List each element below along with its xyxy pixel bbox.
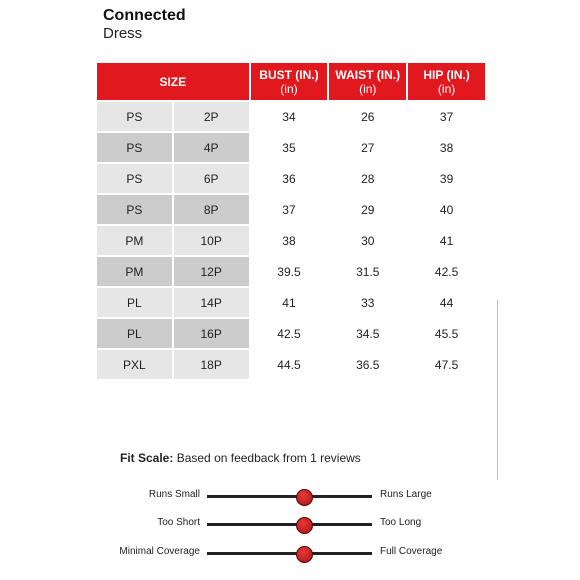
hip-cell: 40 <box>408 195 485 224</box>
bust-cell: 37 <box>251 195 328 224</box>
scale-left-label: Runs Small <box>148 489 200 500</box>
brand-name: Connected <box>103 7 186 24</box>
waist-cell: 30 <box>329 226 406 255</box>
size-cell: 14P <box>174 288 249 317</box>
table-row <box>97 319 485 348</box>
table-row <box>97 133 485 162</box>
scale-indicator-knob <box>296 546 313 563</box>
scale-indicator-knob <box>296 489 313 506</box>
waist-cell: 31.5 <box>329 257 406 286</box>
scale-left-label: Minimal Coverage <box>119 546 200 557</box>
size-group-cell: PM <box>97 226 172 255</box>
scale-right-label: Too Long <box>380 517 422 528</box>
hip-cell: 37 <box>408 102 485 131</box>
table-row <box>97 257 485 286</box>
divider <box>497 300 498 480</box>
scale-right-label: Full Coverage <box>380 546 443 557</box>
hip-cell: 38 <box>408 133 485 162</box>
scale-right-label: Runs Large <box>380 489 432 500</box>
fit-scale-row <box>0 514 580 534</box>
size-cell: 18P <box>174 350 249 379</box>
table-row <box>97 195 485 224</box>
size-group-cell: PS <box>97 102 172 131</box>
waist-cell: 29 <box>329 195 406 224</box>
bust-cell: 42.5 <box>251 319 328 348</box>
scale-left-label: Too Short <box>157 517 200 528</box>
hip-cell: 45.5 <box>408 319 485 348</box>
size-group-cell: PL <box>97 319 172 348</box>
size-cell: 2P <box>174 102 249 131</box>
size-cell: 10P <box>174 226 249 255</box>
size-chart-header-row <box>97 63 485 100</box>
waist-cell: 33 <box>329 288 406 317</box>
fit-scale-text: Based on feedback from 1 reviews <box>176 451 361 465</box>
product-title-block <box>103 7 186 42</box>
size-chart-table <box>95 61 487 381</box>
waist-cell: 26 <box>329 102 406 131</box>
table-row <box>97 226 485 255</box>
bust-header: BUST (IN.) (in) <box>251 63 328 100</box>
fit-scale-row <box>0 486 580 506</box>
hip-cell: 47.5 <box>408 350 485 379</box>
size-cell: 12P <box>174 257 249 286</box>
bust-cell: 44.5 <box>251 350 328 379</box>
bust-cell: 35 <box>251 133 328 162</box>
size-chart-body <box>97 102 485 379</box>
bust-cell: 39.5 <box>251 257 328 286</box>
size-group-cell: PXL <box>97 350 172 379</box>
waist-cell: 36.5 <box>329 350 406 379</box>
size-cell: 6P <box>174 164 249 193</box>
size-group-cell: PM <box>97 257 172 286</box>
fit-scale-summary <box>120 451 361 465</box>
bust-cell: 41 <box>251 288 328 317</box>
size-group-cell: PS <box>97 133 172 162</box>
size-group-cell: PS <box>97 195 172 224</box>
size-group-cell: PS <box>97 164 172 193</box>
size-header: SIZE <box>97 63 249 100</box>
hip-cell: 42.5 <box>408 257 485 286</box>
fit-scale-row <box>0 543 580 563</box>
waist-cell: 34.5 <box>329 319 406 348</box>
size-cell: 16P <box>174 319 249 348</box>
waist-header: WAIST (IN.) (in) <box>329 63 406 100</box>
bust-cell: 38 <box>251 226 328 255</box>
table-row <box>97 102 485 131</box>
waist-cell: 28 <box>329 164 406 193</box>
scale-track <box>207 495 372 498</box>
size-cell: 4P <box>174 133 249 162</box>
waist-cell: 27 <box>329 133 406 162</box>
size-group-cell: PL <box>97 288 172 317</box>
scale-track <box>207 552 372 555</box>
table-row <box>97 164 485 193</box>
bust-cell: 36 <box>251 164 328 193</box>
size-cell: 8P <box>174 195 249 224</box>
hip-header: HIP (IN.) (in) <box>408 63 485 100</box>
fit-scale-label: Fit Scale: <box>120 451 174 465</box>
scale-track <box>207 523 372 526</box>
table-row <box>97 288 485 317</box>
product-name: Dress <box>103 25 143 42</box>
hip-cell: 39 <box>408 164 485 193</box>
hip-cell: 41 <box>408 226 485 255</box>
scale-indicator-knob <box>296 517 313 534</box>
hip-cell: 44 <box>408 288 485 317</box>
table-row <box>97 350 485 379</box>
bust-cell: 34 <box>251 102 328 131</box>
